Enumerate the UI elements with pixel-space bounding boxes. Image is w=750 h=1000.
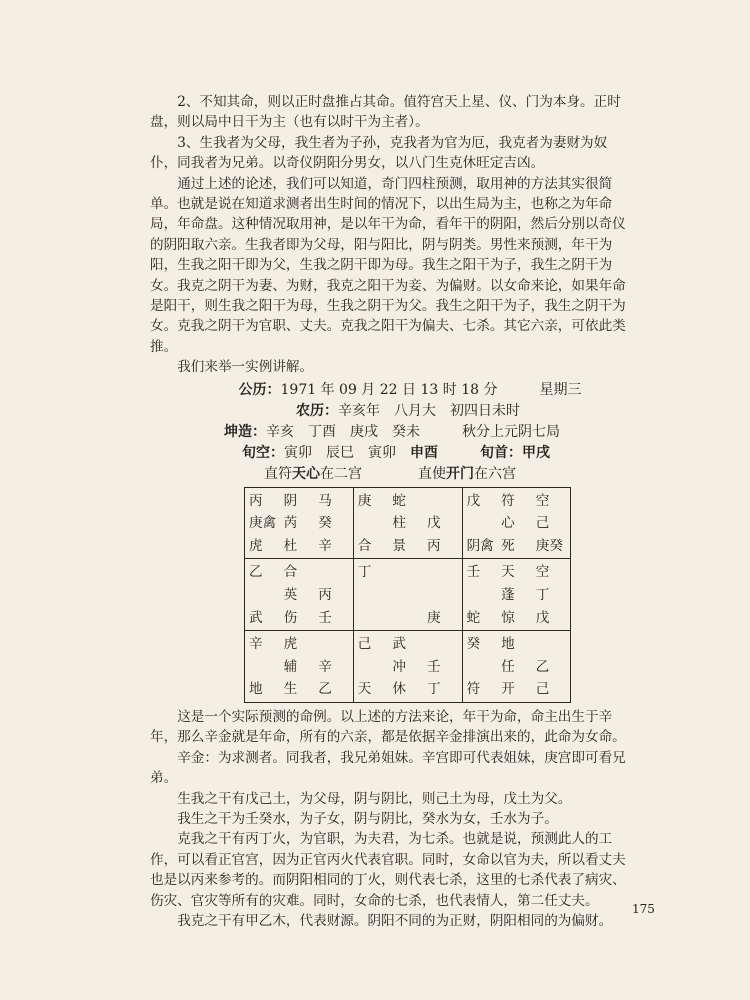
- palace-glyph: 乙: [318, 681, 332, 698]
- paragraph: 我生之干为壬癸水，为子女，阴与阴比，癸水为女，壬水为子。: [177, 811, 558, 828]
- gongli-value: 1971 年 09 月 22 日 13 时 18 分: [280, 381, 498, 398]
- palace-glyph: 马: [318, 492, 332, 509]
- palace-glyph: [427, 491, 462, 514]
- palace-glyph: 戊: [426, 515, 441, 532]
- palace-glyph: 丁: [535, 587, 550, 604]
- palace-glyph: [467, 585, 502, 608]
- palace-cell: [245, 559, 354, 631]
- palace-glyph: 辛: [318, 537, 332, 554]
- palace-cell: [353, 487, 462, 559]
- bottom-paragraphs: [150, 707, 630, 931]
- palace-cell: [353, 559, 462, 631]
- palace-glyph: [467, 657, 502, 680]
- paragraph: 通过上述的论述，我们可以知道，奇门四柱预测，取用神的方法其实很简单。也就是说在知道求测者出生时间的情况下，以出生局为主，也称之为年命局，年命盘。这种情况取用神，是以年干为命，看年干的阴阳，然后分别以奇仪的阴阳取六亲。生我者即为父母，阳与阳比，阴与阴类。男性来预测，年干为阳，生我之阳干即为父，生我之阴干即为母。我生之阳干为子，我生之阴干为女。我克之阴干为妻、为财，我克之阳干为妾、为偏财。以女命来论，如果年命是阳干，则生我之阳干为母，生我之阴干为父。我生之阳干为子，我生之阴干为女。克我之阴干为官职、丈夫。克我之阳干为偏夫、七杀。其它六亲，可依此类推。: [150, 175, 626, 355]
- grid-row: [245, 631, 571, 703]
- palace-glyph: [427, 562, 462, 585]
- qimen-grid: [244, 487, 571, 703]
- palace-glyph: 阴禽: [466, 537, 494, 554]
- zhifu-star: 天心: [292, 465, 320, 482]
- palace-glyph: 壬: [426, 658, 441, 675]
- zhifu-row: [150, 464, 630, 485]
- paragraph: 辛金：为求测者。同我者，我兄弟姐妹。辛宫即可代表姐妹，庚宫即可看兄弟。: [150, 749, 626, 787]
- page-number: 175: [632, 902, 655, 916]
- page-body: [150, 92, 630, 932]
- palace-glyph: 地: [249, 681, 263, 698]
- palace-glyph: [536, 634, 571, 657]
- palace-glyph: 己: [535, 681, 550, 698]
- palace-glyph: [358, 608, 393, 631]
- paragraph: 我们来举一实例讲解。: [177, 359, 314, 376]
- palace-glyph: 阴: [283, 492, 298, 509]
- xunkong-bold: 申酉: [410, 444, 438, 461]
- palace-glyph: 天: [501, 564, 515, 581]
- nongli-label: 农历：: [296, 402, 338, 419]
- ju: 秋分上元阴七局: [462, 423, 560, 440]
- grid-row: [245, 559, 571, 631]
- palace-glyph: 武: [392, 636, 406, 653]
- zhifu-suffix: 在二宫: [320, 465, 362, 482]
- palace-glyph: 丁: [357, 564, 372, 581]
- paragraph: 克我之干有丙丁火，为官职，为夫君，为七杀。也就是说，预测此人的工作，可以看正官宫，因为正官丙火代表官职。同时，女命以官为夫，所以看丈夫也是以丙来参考的。而阴阳相同的丁火，则代表七杀，这里的七杀代表了病灾、伤灾、官灾等所有的灾难。同时，女命的七杀，也代表情人，第二任丈夫。: [150, 831, 626, 909]
- xunshou-label: 旬首：: [480, 444, 522, 461]
- palace-glyph: [249, 657, 284, 680]
- palace-glyph: 开: [501, 681, 515, 698]
- palace-glyph: 英: [283, 587, 298, 604]
- palace-glyph: [427, 634, 462, 657]
- palace-glyph: 虎: [283, 636, 298, 653]
- palace-glyph: 蛇: [392, 492, 406, 509]
- palace-glyph: 丁: [426, 681, 441, 698]
- palace-glyph: [392, 608, 427, 631]
- palace-glyph: 虎: [249, 537, 263, 554]
- palace-glyph: 休: [392, 681, 406, 698]
- palace-glyph: 符: [501, 492, 515, 509]
- palace-glyph: [249, 585, 284, 608]
- nongli-value: 辛亥年 八月大 初四日未时: [338, 402, 520, 419]
- palace-glyph: 丙: [318, 587, 332, 604]
- palace-glyph: 丙: [249, 492, 263, 509]
- zhishi-door: 开门: [446, 465, 474, 482]
- palace-glyph: 天: [357, 681, 372, 698]
- xunshou-value: 甲戌: [522, 444, 550, 461]
- paragraph: 我克之干有甲乙木，代表财源。阴阳不同的为正财，阴阳相同的为偏财。: [177, 913, 613, 930]
- nongli-row: [168, 401, 648, 422]
- palace-glyph: 辅: [283, 658, 298, 675]
- palace-glyph: 心: [501, 515, 515, 532]
- palace-glyph: 戊: [535, 609, 550, 626]
- kunzao-row: [152, 422, 632, 443]
- palace-glyph: 地: [501, 636, 515, 653]
- palace-glyph: 丙: [426, 537, 441, 554]
- palace-glyph: 合: [357, 537, 372, 554]
- palace-glyph: 芮: [283, 515, 298, 532]
- xunkong-value: 寅卯 辰巳 寅卯: [284, 444, 396, 461]
- palace-glyph: 庚: [357, 492, 372, 509]
- palace-cell: [245, 631, 354, 703]
- palace-glyph: 杜: [283, 537, 298, 554]
- palace-glyph: [358, 513, 393, 536]
- palace-cell: [462, 631, 571, 703]
- palace-glyph: 蛇: [466, 609, 481, 626]
- palace-glyph: 合: [283, 564, 298, 581]
- kunzao-value: 辛亥 丁酉 庚戌 癸未: [266, 423, 420, 440]
- xunkong-row: [156, 443, 636, 464]
- palace-glyph: 冲: [392, 658, 406, 675]
- palace-glyph: 乙: [249, 564, 263, 581]
- zhishi-suffix: 在六宫: [474, 465, 516, 482]
- palace-glyph: 己: [535, 515, 550, 532]
- palace-glyph: [358, 657, 393, 680]
- palace-glyph: 壬: [466, 564, 481, 581]
- palace-glyph: 蓬: [501, 587, 515, 604]
- zhifu-prefix: 直符: [264, 465, 292, 482]
- palace-glyph: 空: [535, 564, 550, 581]
- xunkong-label: 旬空：: [242, 444, 284, 461]
- palace-cell: [462, 559, 571, 631]
- palace-glyph: 壬: [318, 609, 332, 626]
- palace-cell: [245, 487, 354, 559]
- palace-glyph: 惊: [501, 609, 515, 626]
- weekday: 星期三: [539, 381, 582, 398]
- palace-glyph: 景: [392, 537, 406, 554]
- palace-glyph: [467, 513, 502, 536]
- palace-cell: [462, 487, 571, 559]
- palace-glyph: [427, 585, 462, 608]
- palace-glyph: 庚癸: [535, 537, 563, 554]
- top-paragraphs: [150, 92, 630, 378]
- palace-glyph: 死: [501, 537, 515, 554]
- palace-glyph: 任: [501, 658, 515, 675]
- palace-glyph: 武: [249, 609, 263, 626]
- palace-glyph: 戊: [466, 492, 481, 509]
- grid-row: [245, 487, 571, 559]
- paragraph: 这是一个实际预测的命例。以上述的方法来论，年干为命，命主出生于辛年，那么辛金就是年命，所有的六亲，都是依据辛金排演出来的，此命为女命。: [150, 709, 626, 746]
- kunzao-label: 坤造：: [224, 423, 266, 440]
- palace-glyph: 庚: [426, 609, 441, 626]
- palace-glyph: 柱: [392, 515, 406, 532]
- zhishi-prefix: 直使: [418, 465, 446, 482]
- palace-glyph: 癸: [318, 515, 332, 532]
- paragraph: 3、生我者为父母，我生者为子孙，克我者为官为厄，我克者为妻财为奴仆，同我者为兄弟。以奇仪阴阳分男女，以八门生克休旺定吉凶。: [150, 134, 608, 172]
- palace-glyph: 庚禽: [249, 515, 277, 532]
- paragraph: 生我之干有戊己土，为父母，阴与阴比，则己土为母，戊土为父。: [177, 790, 572, 807]
- chart-header: [150, 380, 630, 485]
- palace-glyph: 辛: [249, 636, 263, 653]
- palace-glyph: [318, 634, 353, 657]
- palace-glyph: 己: [357, 636, 372, 653]
- palace-cell: [353, 631, 462, 703]
- palace-glyph: 生: [283, 681, 298, 698]
- gongli-label: 公历：: [238, 381, 281, 398]
- paragraph: 2、不知其命，则以正时盘推占其命。值符宫天上星、仪、门为本身。正时盘，则以局中日干为主（也有以时干为主者）。: [150, 94, 621, 131]
- palace-glyph: [392, 585, 427, 608]
- palace-glyph: 癸: [466, 636, 481, 653]
- palace-glyph: 辛: [318, 658, 332, 675]
- palace-glyph: [392, 562, 427, 585]
- palace-glyph: 乙: [535, 658, 550, 675]
- palace-glyph: [358, 585, 393, 608]
- palace-glyph: [318, 562, 353, 585]
- palace-glyph: 伤: [283, 609, 298, 626]
- palace-glyph: 符: [466, 681, 481, 698]
- gongli-row: [170, 380, 650, 401]
- palace-glyph: 空: [535, 492, 550, 509]
